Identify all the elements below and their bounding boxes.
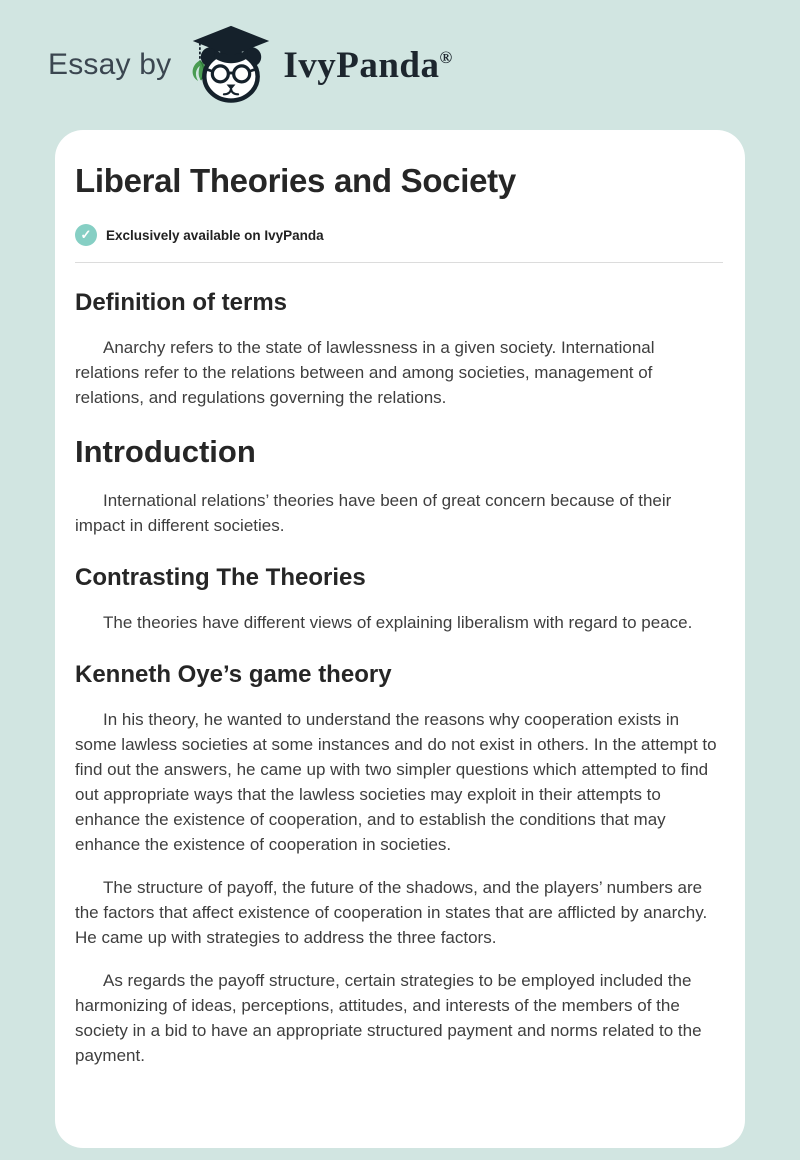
brand-name[interactable]: IvyPanda® — [283, 44, 453, 86]
divider — [75, 262, 723, 263]
panda-graduate-logo-icon[interactable] — [185, 25, 277, 105]
site-header — [0, 0, 800, 130]
paragraph: International relations’ theories have been of great concern because of their impact in different societies. — [75, 491, 672, 535]
essay-by-label: Essay by — [48, 48, 172, 81]
registered-mark: ® — [439, 47, 453, 67]
section-heading-contrasting-the-theories: Contrasting The Theories — [75, 564, 366, 591]
section-heading-kenneth-oyes-game-theory: Kenneth Oye’s game theory — [75, 661, 392, 688]
brand-link[interactable] — [185, 25, 452, 105]
paragraph: Anarchy refers to the state of lawlessness in a given society. International relations refer to the relations between and among societies, management of relations, and regulations governing the relations. — [75, 338, 655, 407]
paragraph: In his theory, he wanted to understand the reasons why cooperation exists in some lawless societies at some instances and do not exist in others. In the attempt to find out the answers, he came up with two simpler questions which attempted to find out appropriate ways that the lawless societies may exploit in their attempts to enhance the existence of cooperation, and to establish the conditions that may enhance the existence of cooperation in societies. — [75, 710, 717, 854]
essay-card — [55, 130, 745, 1148]
page-title: Liberal Theories and Society — [75, 162, 516, 199]
checkmark-icon: ✓ — [75, 224, 97, 246]
availability-text: Exclusively available on IvyPanda — [106, 227, 324, 243]
section-heading-definition-of-terms: Definition of terms — [75, 289, 288, 316]
availability-badge — [75, 224, 723, 246]
section-heading-introduction: Introduction — [75, 434, 256, 469]
paragraph: The structure of payoff, the future of the shadows, and the players’ numbers are the factors that affect existence of cooperation in states that are afflicted by anarchy. He came up with strategies to address the three factors. — [75, 878, 708, 947]
paragraph: As regards the payoff structure, certain strategies to be employed included the harmonizing of ideas, perceptions, attitudes, and interests of the members of the society in a bid to have an appropriate structured payment and norms related to the payment. — [75, 971, 702, 1065]
paragraph: The theories have different views of explaining liberalism with regard to peace. — [103, 613, 693, 632]
